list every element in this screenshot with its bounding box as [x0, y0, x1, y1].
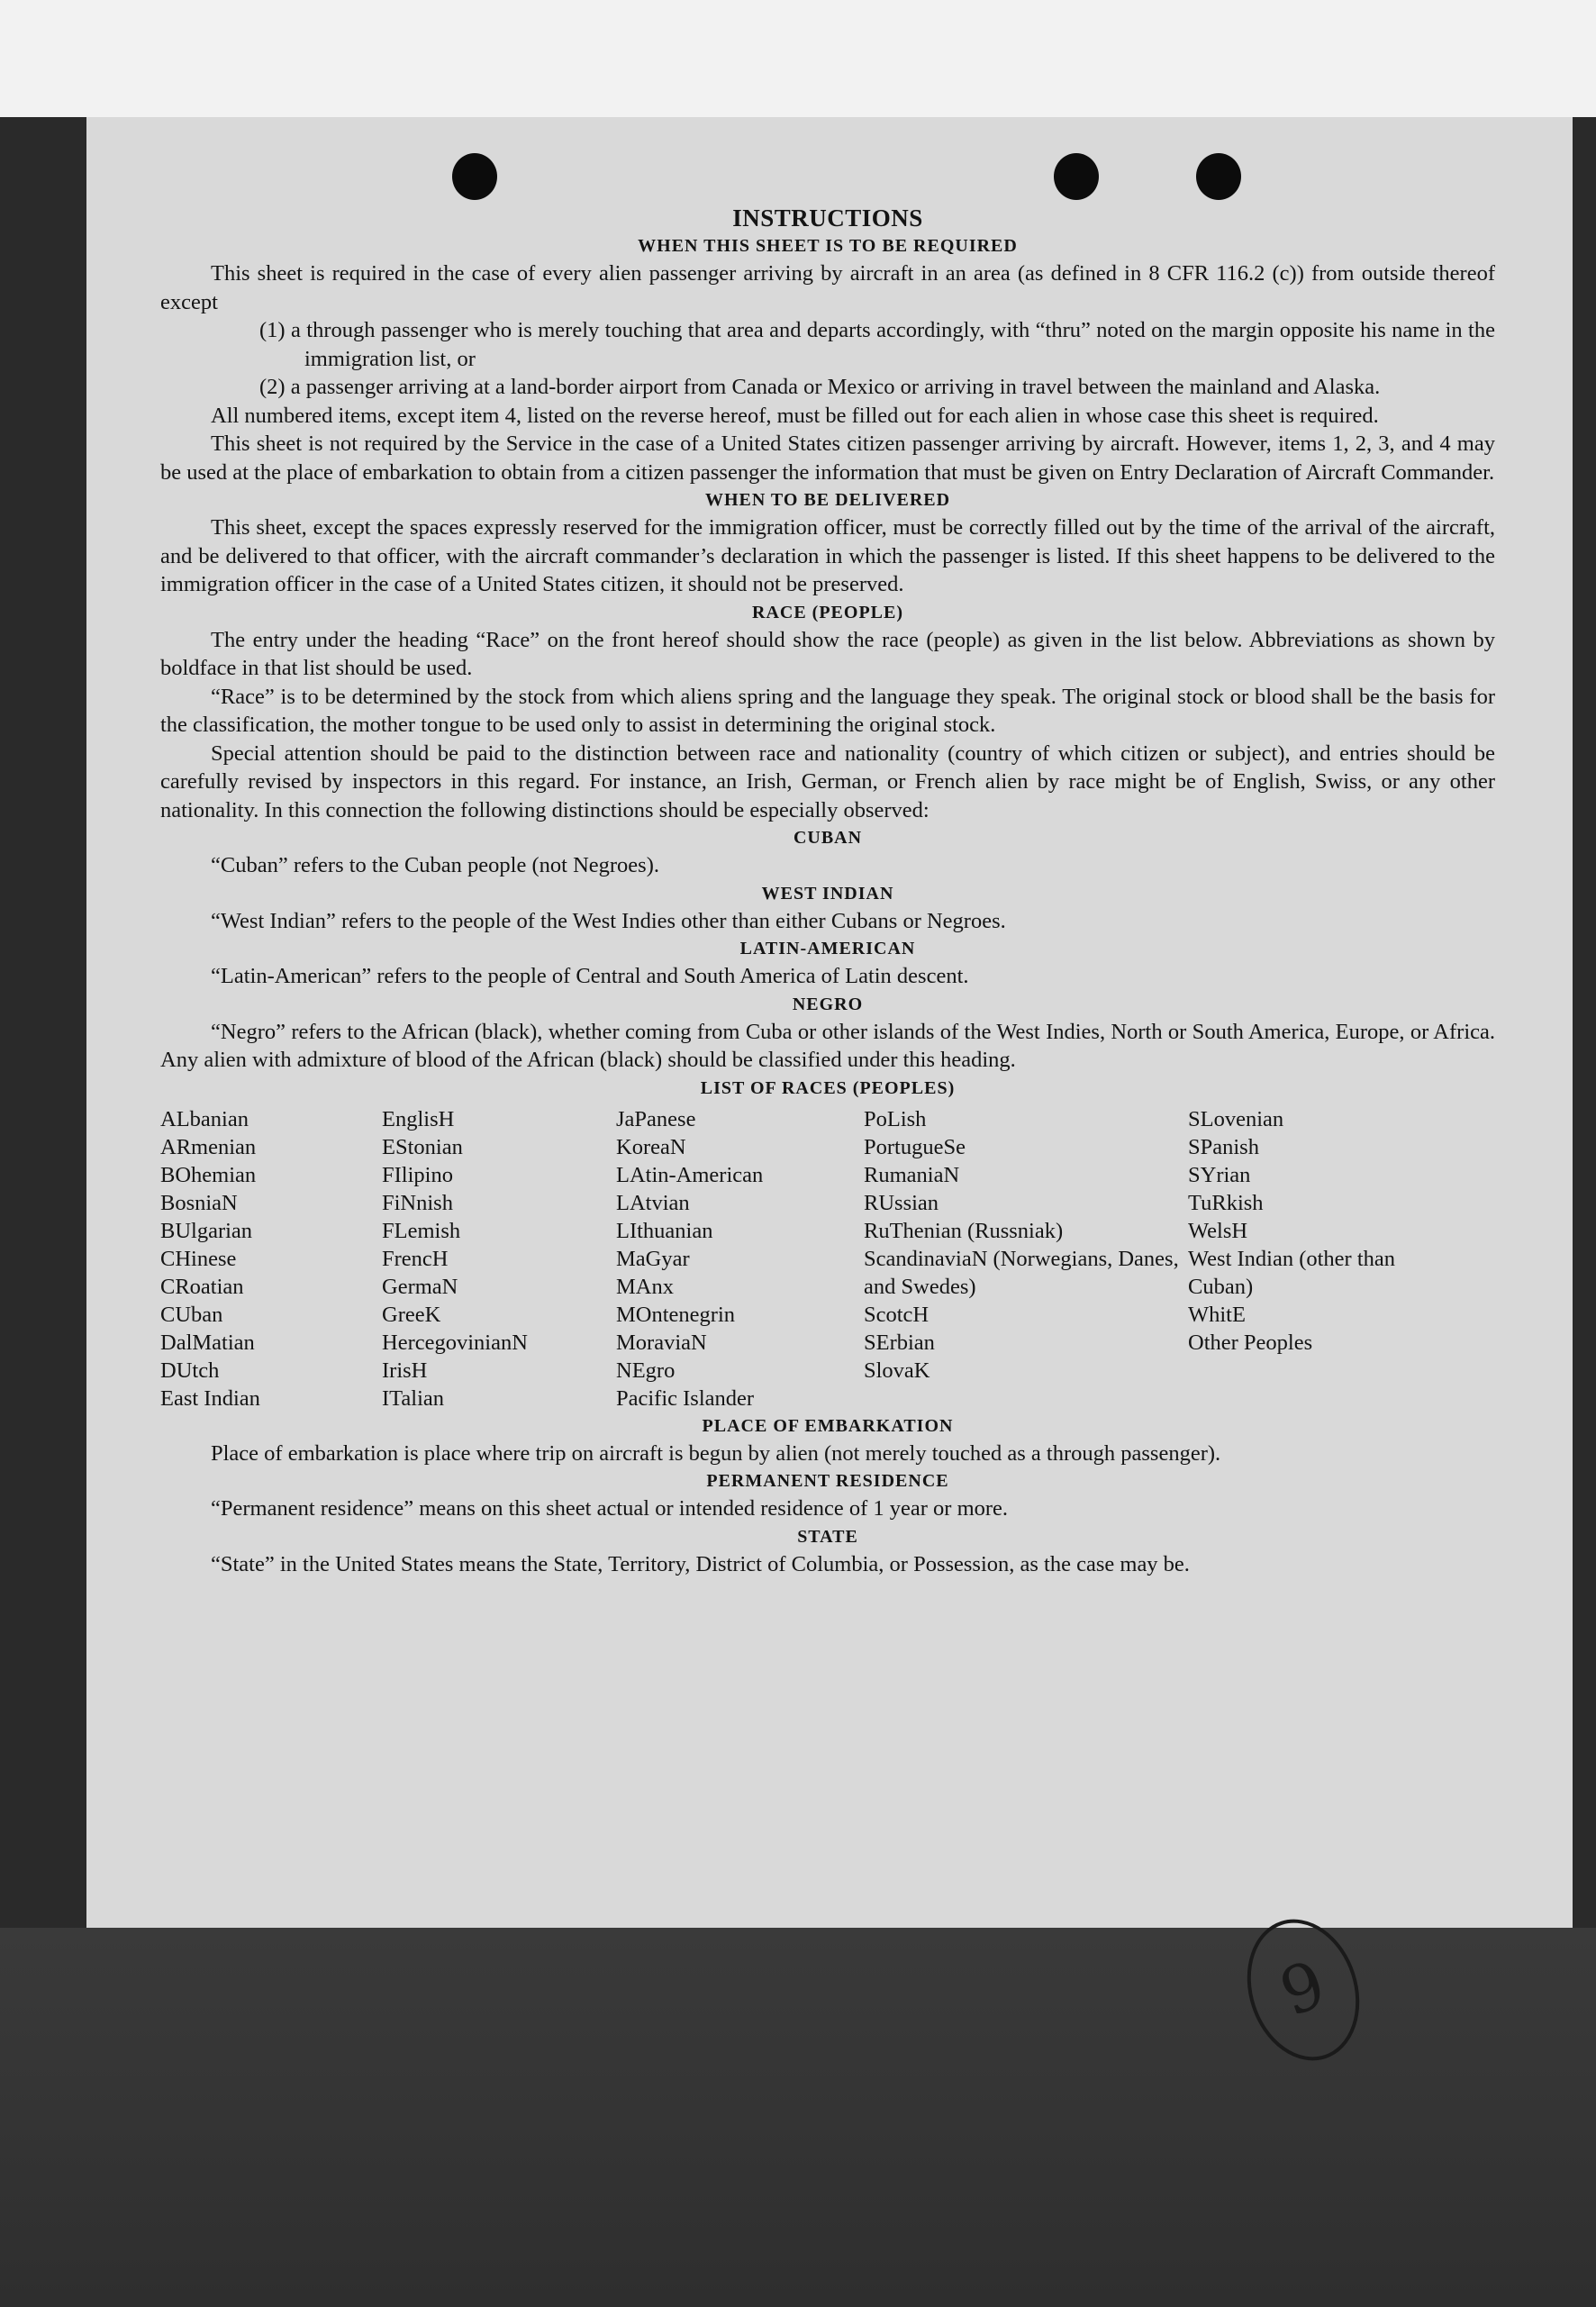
paragraph: “Negro” refers to the African (black), whether coming from Cuba or other islands of the West Indies, North or South America, Europe, or Africa. Any alien with admixture of blood of the African (black) should be classified under this heading.: [160, 1019, 1495, 1072]
race-list-item: BUlgarian: [160, 1218, 253, 1243]
race-list-item: SYrian: [1188, 1162, 1251, 1187]
race-list-item: MoraviaN: [616, 1330, 707, 1355]
race-list-item: GreeK: [382, 1302, 441, 1327]
race-list-item: MaGyar: [616, 1246, 690, 1271]
punch-hole: [1054, 153, 1099, 200]
race-list-column: [160, 1105, 382, 1412]
race-list-item: FrencH: [382, 1246, 449, 1271]
section-heading-west-indian: WEST INDIAN: [761, 883, 894, 904]
race-list-item: Pacific Islander: [616, 1385, 755, 1411]
paragraph: “Race” is to be determined by the stock from which aliens spring and the language they speak. The original stock or blood shall be the basis for the classification, the mother tongue to be used only to assist in determining the original stock.: [160, 684, 1495, 737]
race-list-item: FLemish: [382, 1218, 461, 1243]
punch-hole: [452, 153, 497, 200]
race-list-item: Other Peoples: [1188, 1330, 1313, 1355]
race-list-item: BosniaN: [160, 1190, 238, 1215]
paragraph: “Cuban” refers to the Cuban people (not Negroes).: [211, 853, 659, 877]
section-heading-permanent-residence: PERMANENT RESIDENCE: [706, 1471, 949, 1491]
exception-item: (2) a passenger arriving at a land-border airport from Canada or Mexico or arriving in travel between the mainland and Alaska.: [259, 375, 1381, 399]
race-list-item: PoLish: [864, 1106, 927, 1131]
section-heading-place-of-embarkation: PLACE OF EMBARKATION: [702, 1415, 954, 1436]
handwritten-circled-number: [1247, 1913, 1360, 2066]
paragraph: “State” in the United States means the State, Territory, District of Columbia, or Possession, as the case may be.: [211, 1551, 1190, 1576]
race-list-item: ScandinaviaN (Norwegians, Danes, and Swedes): [864, 1246, 1179, 1299]
document-title: INSTRUCTIONS: [732, 204, 923, 232]
race-list-item: SlovaK: [864, 1358, 930, 1383]
race-list-item: PortugueSe: [864, 1134, 966, 1159]
race-list-item: DUtch: [160, 1358, 220, 1383]
race-list-item: MAnx: [616, 1274, 674, 1299]
scan-background-top: [0, 0, 1596, 117]
race-list-item: BOhemian: [160, 1162, 257, 1187]
race-list-item: MOntenegrin: [616, 1302, 735, 1327]
race-list-item: RumaniaN: [864, 1162, 960, 1187]
paragraph: This sheet is not required by the Service in the case of a United States citizen passenger arriving by aircraft. However, items 1, 2, 3, and 4 may be used at the place of embarkation to obtain from a citizen passenger the information that must be given on Entry Declaration of Aircraft Commander.: [160, 431, 1495, 485]
race-list-item: ALbanian: [160, 1106, 249, 1131]
race-list-item: RuThenian (Russniak): [864, 1218, 1064, 1243]
race-list-item: CHinese: [160, 1246, 237, 1271]
section-heading-negro: NEGRO: [792, 994, 864, 1014]
race-list-item: EnglisH: [382, 1106, 455, 1131]
race-list-item: ARmenian: [160, 1134, 257, 1159]
race-list-item: LAtvian: [616, 1190, 690, 1215]
section-heading-list-of-races: LIST OF RACES (PEOPLES): [700, 1077, 956, 1098]
instruction-sheet: [86, 117, 1573, 1928]
handwritten-number: 9: [1270, 1945, 1336, 2031]
paragraph: This sheet, except the spaces expressly reserved for the immigration officer, must be correctly filled out by the time of the arrival of the aircraft, and be delivered to that officer, with the aircraft commander’s declaration in which the passenger is listed. If this sheet happens to be delivered to the immigration officer in the case of a United States citizen, it should not be preserved.: [160, 515, 1495, 596]
race-list-item: HercegovinianN: [382, 1330, 528, 1355]
race-list-item: SPanish: [1188, 1134, 1259, 1159]
paragraph: “Latin-American” refers to the people of Central and South America of Latin descent.: [211, 964, 969, 988]
race-list-item: SLovenian: [1188, 1106, 1284, 1131]
race-list-item: SErbian: [864, 1330, 935, 1355]
race-list-item: WhitE: [1188, 1302, 1246, 1327]
race-list-item: LIthuanian: [616, 1218, 713, 1243]
race-list-column: [382, 1105, 616, 1412]
section-heading-latin-american: LATIN-AMERICAN: [739, 939, 916, 958]
exception-item: (1) a through passenger who is merely touching that area and departs accordingly, with “thru” noted on the margin opposite his name in the immigration list, or: [259, 318, 1495, 371]
paragraph: Place of embarkation is place where trip on aircraft is begun by alien (not merely touched as a through passenger).: [211, 1440, 1221, 1466]
race-list-column: [1188, 1105, 1422, 1412]
race-list-item: IrisH: [382, 1358, 428, 1383]
race-list: [160, 1105, 1495, 1412]
section-heading-when-required: WHEN THIS SHEET IS TO BE REQUIRED: [638, 236, 1018, 256]
race-list-column: [616, 1105, 864, 1412]
paragraph: The entry under the heading “Race” on the front hereof should show the race (people) as given in the list below. Abbreviations as shown by boldface in that list should be used.: [160, 627, 1495, 680]
race-list-item: ITalian: [382, 1385, 445, 1411]
punch-hole: [1196, 153, 1241, 200]
paragraph: Special attention should be paid to the distinction between race and nationality (country of which citizen or subject), and entries should be carefully revised by inspectors in this regard. For instance, an Irish, German, or French alien by race might be of English, Swiss, or any other nationality. In this connection the following distinctions should be especially observed:: [160, 740, 1495, 822]
section-heading-race: RACE (PEOPLE): [752, 602, 903, 622]
race-list-item: West Indian (other than Cuban): [1188, 1246, 1396, 1299]
section-heading-when-delivered: WHEN TO BE DELIVERED: [704, 490, 951, 510]
paragraph: “Permanent residence” means on this sheet actual or intended residence of 1 year or more.: [211, 1496, 1009, 1521]
race-list-item: ScotcH: [864, 1302, 929, 1327]
paragraph: All numbered items, except item 4, listed on the reverse hereof, must be filled out for each alien in whose case this sheet is required.: [211, 403, 1379, 428]
paragraph: “West Indian” refers to the people of the West Indies other than either Cubans or Negroes.: [211, 908, 1006, 933]
paragraph: This sheet is required in the case of every alien passenger arriving by aircraft in an area (as defined in 8 CFR 116.2 (c)) from outside thereof except: [160, 261, 1495, 314]
race-list-item: TuRkish: [1188, 1190, 1264, 1215]
race-list-item: JaPanese: [616, 1106, 696, 1131]
race-list-item: FiNnish: [382, 1190, 453, 1215]
race-list-item: FIlipino: [382, 1162, 453, 1187]
section-heading-cuban: CUBAN: [793, 828, 863, 848]
race-list-item: GermaN: [382, 1274, 458, 1299]
race-list-item: WelsH: [1188, 1218, 1248, 1243]
race-list-item: RUssian: [864, 1190, 939, 1215]
race-list-item: NEgro: [616, 1358, 676, 1383]
race-list-item: KoreaN: [616, 1134, 686, 1159]
race-list-column: [864, 1105, 1188, 1412]
section-heading-state: STATE: [797, 1526, 858, 1547]
race-list-item: CRoatian: [160, 1274, 244, 1299]
race-list-item: CUban: [160, 1302, 223, 1327]
race-list-item: East Indian: [160, 1385, 260, 1411]
race-list-item: EStonian: [382, 1134, 463, 1159]
race-list-item: LAtin-American: [616, 1162, 764, 1187]
race-list-item: DalMatian: [160, 1330, 255, 1355]
